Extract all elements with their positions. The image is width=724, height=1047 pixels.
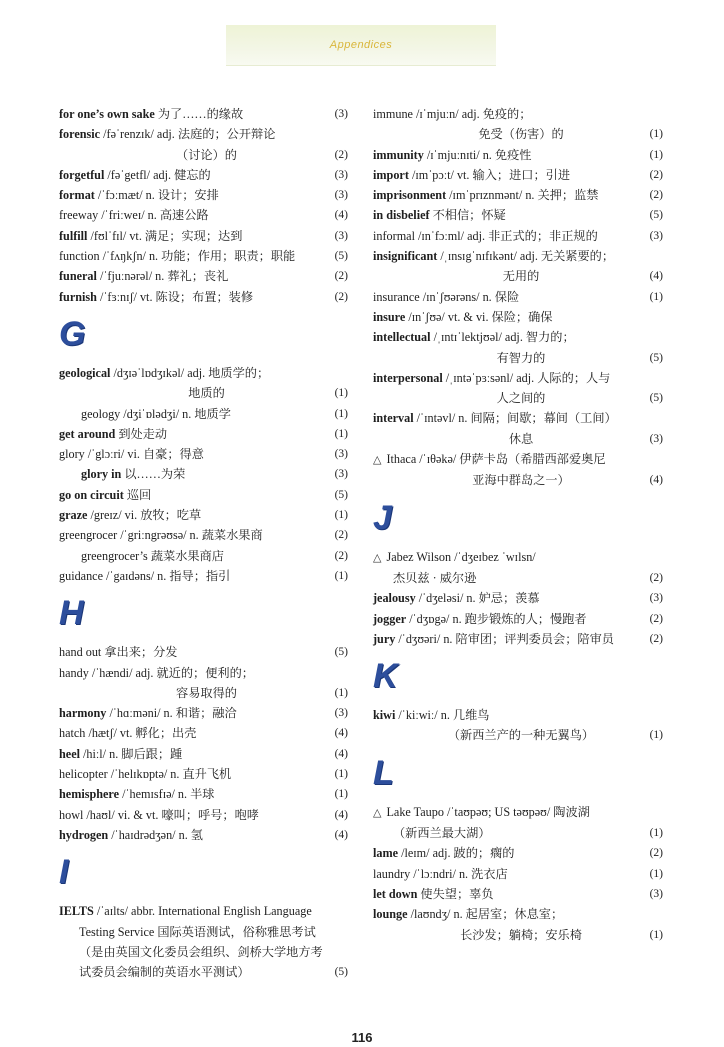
unit-number: (1) — [649, 928, 663, 941]
glossary-entry — [373, 368, 663, 409]
entry-headword: let down — [373, 886, 418, 901]
unit-number: (3) — [334, 108, 348, 120]
entry-headword: for one’s own sake — [59, 107, 155, 121]
glossary-entry — [373, 226, 663, 246]
entry-definition: /ˌɪntəˈpɜːsənl/ adj. 人际的；人与 — [445, 370, 611, 385]
glossary-entry — [59, 642, 348, 662]
triangle-icon: △ — [373, 550, 382, 564]
unit-number: (3) — [649, 592, 663, 605]
glossary-entry — [373, 327, 663, 368]
unit-number: (1) — [334, 407, 348, 420]
entry-definition: helicopter /ˈhelɪkɒptə/ n. 直升飞机 — [59, 767, 232, 782]
unit-number: (1) — [334, 509, 348, 522]
entry-line — [373, 104, 629, 124]
entry-definition: function /ˈfʌŋkʃn/ n. 功能；作用；职责；职能 — [59, 249, 296, 264]
entry-definition: glory /ˈglɔːri/ vi. 自豪；得意 — [59, 447, 204, 462]
unit-number: (3) — [334, 229, 348, 242]
glossary-entry — [59, 566, 348, 586]
entry-definition: laundry /ˈlɔːndri/ n. 洗衣店 — [373, 866, 508, 881]
unit-number: (2) — [334, 290, 348, 303]
entry-definition: /laʊndʒ/ n. 起居室；休息室； — [410, 907, 564, 922]
triangle-icon: △ — [373, 805, 382, 819]
glossary-entry — [373, 287, 663, 307]
entry-definition: /ˌɪnsɪgˈnɪfɪkənt/ adj. 无关紧要的； — [440, 249, 615, 264]
unit-number: (3) — [334, 168, 348, 181]
glossary-entry — [59, 226, 348, 246]
entry-headword: insure — [373, 309, 406, 324]
glossary-entry — [59, 165, 348, 185]
unit-number: (2) — [649, 632, 663, 645]
unit-number: (2) — [334, 529, 348, 542]
glossary-entry — [373, 307, 663, 327]
unit-number: (5) — [649, 351, 663, 364]
entry-headword: glory in — [81, 467, 122, 482]
entry-definition: insurance /ɪnˈʃʊərəns/ n. 保险 — [373, 289, 520, 304]
unit-number: (1) — [334, 768, 348, 781]
entry-definition: Jabez Wilson /ˈdʒeɪbez ˈwɪlsn/ — [386, 549, 536, 564]
entry-line — [59, 444, 314, 464]
glossary-entry — [373, 705, 663, 746]
entry-definition: /fəˈgetfl/ adj. 健忘的 — [107, 167, 211, 182]
entry-line — [373, 904, 629, 924]
glossary-entry — [373, 904, 663, 945]
entry-line — [59, 642, 314, 662]
unit-number: (5) — [334, 488, 348, 501]
entry-line — [373, 547, 629, 568]
entry-line — [373, 884, 629, 904]
entry-continuation: 有智力的 — [496, 350, 546, 365]
entry-definition: Lake Taupo /ˈtaʊpəʊ; US təʊpəʊ/ 陶波湖 — [386, 804, 590, 819]
glossary-entry — [373, 145, 663, 165]
entry-definition: /fʊlˈfɪl/ vt. 满足；实现；达到 — [90, 228, 243, 243]
glossary-entry — [373, 629, 663, 649]
entry-line — [59, 287, 314, 307]
glossary-entry — [373, 609, 663, 629]
entry-continuation: 试委员会编制的英语水平测试） — [79, 965, 250, 980]
unit-number: (1) — [649, 148, 663, 161]
entry-headword: interpersonal — [373, 370, 443, 385]
glossary-entry — [373, 205, 663, 225]
entry-definition: 不相信；怀疑 — [432, 208, 506, 223]
unit-number: (1) — [649, 827, 663, 840]
glossary-entry — [373, 588, 663, 608]
entry-line — [81, 404, 314, 424]
section-letter-i: I — [59, 853, 69, 892]
unit-number: (4) — [334, 828, 348, 841]
glossary-entry — [59, 825, 348, 845]
entry-definition: 为了……的缘故 — [157, 107, 244, 121]
entry-line — [373, 629, 629, 649]
entry-headword: jealousy — [373, 591, 416, 606]
unit-number: (2) — [649, 847, 663, 860]
glossary-entry — [59, 287, 348, 307]
entry-headword: jury — [373, 631, 396, 646]
entry-line — [59, 424, 314, 444]
glossary-entry — [59, 703, 348, 723]
unit-number: (1) — [334, 569, 348, 582]
entry-definition: /ˈdʒʊəri/ n. 陪审团；评判委员会；陪审员 — [398, 631, 614, 646]
entry-definition: howl /haʊl/ vi. & vt. 嚎叫；呼号；咆哮 — [59, 807, 259, 822]
glossary-entry — [59, 546, 348, 566]
entry-continuation: （是由英国文化委员会组织、剑桥大学地方考 — [79, 944, 323, 959]
glossary-entry — [373, 864, 663, 884]
triangle-icon: △ — [373, 453, 382, 467]
entry-headword: lame — [373, 846, 399, 861]
entry-continuation: 亚海中群岛之一） — [472, 473, 570, 488]
section-letter-l: L — [373, 753, 394, 792]
entry-line — [373, 408, 629, 428]
entry-definition: /ˈfɔːmæt/ n. 设计；安排 — [97, 188, 219, 203]
entry-line — [59, 566, 314, 586]
entry-headword: furnish — [59, 289, 97, 304]
unit-number: (5) — [649, 209, 663, 222]
glossary-entry — [59, 485, 348, 505]
entry-definition: /ˈkiːwiː/ n. 几维鸟 — [398, 708, 490, 723]
entry-line — [373, 864, 629, 884]
entry-line — [59, 764, 314, 784]
entry-line — [81, 546, 314, 566]
entry-definition: /ˈfɜːnɪʃ/ vt. 陈设；布置；装修 — [99, 289, 254, 304]
entry-definition: hatch /hætʃ/ vt. 孵化；出壳 — [59, 726, 197, 741]
section-letter-h: H — [59, 594, 84, 633]
entry-definition: hand out 拿出来；分发 — [59, 645, 178, 660]
entry-continuation: （新西兰产的一种无翼鸟） — [447, 728, 595, 743]
unit-number: (2) — [334, 549, 348, 562]
entry-line — [59, 226, 314, 246]
entry-continuation: Testing Service 国际英语测试，俗称雅思考试 — [79, 924, 316, 939]
glossary-entry — [59, 104, 348, 124]
entry-line — [59, 485, 314, 505]
entry-definition: /dʒɪəˈlɒdʒɪkəl/ adj. 地质学的； — [113, 365, 270, 380]
header-banner — [226, 25, 496, 66]
entry-definition: /hiːl/ n. 脚后跟；踵 — [83, 746, 183, 761]
unit-number: (1) — [649, 128, 663, 141]
entry-definition: /ɪnˈʃʊə/ vt. & vi. 保险；确保 — [408, 309, 553, 324]
unit-number: (1) — [649, 290, 663, 303]
entry-definition: handy /ˈhændi/ adj. 就近的；便利的； — [59, 665, 254, 680]
unit-number: (3) — [649, 432, 663, 445]
entry-headword: imprisonment — [373, 188, 447, 203]
entry-headword: forensic — [59, 127, 101, 142]
unit-number: (4) — [649, 474, 663, 487]
glossary-column-right — [373, 104, 663, 945]
entry-line — [373, 802, 629, 823]
section-letter-g: G — [59, 314, 86, 353]
entry-line — [59, 744, 314, 764]
unit-number: (3) — [649, 229, 663, 242]
entry-line — [59, 525, 314, 545]
entry-headword: intellectual — [373, 330, 431, 345]
entry-line — [59, 505, 314, 525]
unit-number: (2) — [334, 148, 348, 161]
unit-number: (3) — [334, 448, 348, 461]
entry-line — [373, 449, 629, 470]
entry-definition: /ɪmˈpɔːt/ vt. 输入；进口；引进 — [411, 167, 571, 182]
entry-continuation: 免受（伤害）的 — [478, 127, 564, 142]
glossary-entry — [373, 547, 663, 589]
unit-number: (4) — [334, 808, 348, 821]
entry-continuation: 无用的 — [502, 269, 540, 284]
entry-headword: geological — [59, 365, 111, 380]
entry-definition: informal /ɪnˈfɔːml/ adj. 非正式的；非正规的 — [373, 228, 598, 243]
entry-definition: freeway /ˈfriːweɪ/ n. 高速公路 — [59, 208, 209, 223]
glossary-entry — [59, 723, 348, 743]
glossary-entry — [59, 663, 348, 704]
entry-definition: /ˈdʒeləsi/ n. 妒忌；羡慕 — [418, 591, 540, 606]
entry-definition: /ˈhaɪdrədʒən/ n. 氢 — [111, 827, 203, 842]
glossary-entry — [59, 363, 348, 404]
entry-line — [59, 703, 314, 723]
unit-number: (1) — [334, 427, 348, 440]
entry-line — [373, 287, 629, 307]
entry-line — [373, 307, 629, 327]
entry-definition: 以……为荣 — [124, 467, 186, 482]
entry-continuation: 地质的 — [188, 386, 225, 401]
entry-definition: /greɪz/ vi. 放牧；吃草 — [90, 508, 202, 523]
entry-headword: IELTS — [59, 904, 94, 919]
entry-continuation: 人之间的 — [496, 391, 546, 406]
entry-line — [373, 205, 629, 225]
entry-headword: funeral — [59, 269, 97, 284]
entry-headword: get around — [59, 426, 116, 441]
entry-definition: /leɪm/ adj. 跛的；瘸的 — [401, 846, 515, 861]
entry-definition: greengrocer /ˈgriːngrəʊsə/ n. 蔬菜水果商 — [59, 528, 263, 543]
entry-headword: forgetful — [59, 167, 105, 182]
unit-number: (5) — [334, 250, 348, 263]
glossary-entry — [59, 246, 348, 266]
entry-line — [59, 901, 314, 921]
glossary-entry — [373, 185, 663, 205]
entry-line — [59, 165, 314, 185]
entry-definition: /ˈhɑːməni/ n. 和谐；融洽 — [109, 706, 237, 721]
unit-number: (5) — [334, 646, 348, 659]
entry-line — [373, 226, 629, 246]
glossary-entry — [373, 884, 663, 904]
entry-definition: /ˈɪntəvl/ n. 间隔；间歇；幕间（工间） — [416, 411, 617, 426]
entry-line — [373, 246, 629, 266]
entry-definition: /fəˈrenzɪk/ adj. 法庭的；公开辩论 — [103, 127, 276, 142]
entry-headword: format — [59, 188, 95, 203]
unit-number: (4) — [334, 209, 348, 222]
entry-line — [59, 723, 314, 743]
entry-line — [59, 104, 314, 124]
section-letter-j: J — [373, 498, 392, 537]
unit-number: (2) — [334, 270, 348, 283]
entry-headword: kiwi — [373, 708, 396, 723]
section-letter-k: K — [373, 657, 398, 696]
entry-line — [373, 843, 629, 863]
entry-continuation: （讨论）的 — [176, 147, 237, 162]
unit-number: (3) — [334, 468, 348, 481]
entry-headword: immunity — [373, 147, 424, 162]
entry-headword: interval — [373, 411, 414, 426]
unit-number: (2) — [649, 612, 663, 625]
glossary-entry — [59, 505, 348, 525]
entry-line — [373, 609, 629, 629]
glossary-entry — [373, 449, 663, 491]
unit-number: (2) — [649, 189, 663, 202]
entry-line — [373, 327, 629, 347]
entry-headword: insignificant — [373, 249, 438, 264]
glossary-entry — [59, 784, 348, 804]
entry-line — [59, 185, 314, 205]
entry-definition: /ˈhemɪsfɪə/ n. 半球 — [122, 787, 215, 802]
glossary-entry — [59, 764, 348, 784]
entry-line — [59, 805, 314, 825]
entry-headword: hemisphere — [59, 787, 120, 802]
entry-headword: in disbelief — [373, 208, 430, 223]
entry-continuation: 杰贝兹 · 威尔逊 — [393, 570, 477, 585]
glossary-entry — [373, 843, 663, 863]
unit-number: (1) — [649, 867, 663, 880]
entry-definition: greengrocer’s 蔬菜水果商店 — [81, 548, 224, 563]
entry-headword: jogger — [373, 611, 407, 626]
unit-number: (1) — [649, 729, 663, 742]
entry-line — [373, 588, 629, 608]
entry-definition: /ˈfjuːnərəl/ n. 葬礼；丧礼 — [99, 269, 229, 284]
entry-definition: /ɪˈmjuːnɪti/ n. 免疫性 — [426, 147, 532, 162]
entry-continuation: 容易取得的 — [176, 685, 237, 700]
glossary-entry — [59, 444, 348, 464]
entry-line — [59, 246, 314, 266]
unit-number: (2) — [649, 168, 663, 181]
glossary-column-left — [59, 104, 348, 982]
entry-headword: fulfill — [59, 228, 88, 243]
entry-definition: guidance /ˈgaɪdəns/ n. 指导；指引 — [59, 568, 231, 583]
entry-definition: 到处走动 — [118, 426, 168, 441]
glossary-entry — [59, 424, 348, 444]
unit-number: (2) — [649, 571, 663, 584]
entry-headword: lounge — [373, 907, 408, 922]
entry-continuation: 休息 — [508, 431, 534, 446]
unit-number: (1) — [334, 788, 348, 801]
entry-definition: /ˈdʒɒgə/ n. 跑步锻炼的人；慢跑者 — [409, 611, 587, 626]
entry-line — [59, 363, 314, 383]
entry-definition: /ˌɪntɪˈlektjʊəl/ adj. 智力的； — [433, 330, 575, 345]
entry-line — [373, 185, 629, 205]
unit-number: (4) — [649, 270, 663, 283]
unit-number: (3) — [334, 189, 348, 202]
glossary-entry — [59, 124, 348, 165]
entry-definition: 巡回 — [126, 487, 152, 502]
entry-line — [59, 663, 314, 683]
entry-line — [81, 464, 314, 484]
entry-definition: /ˈaɪlts/ abbr. International English Language — [96, 904, 312, 919]
glossary-entry — [373, 104, 663, 145]
entry-definition: immune /ɪˈmjuːn/ adj. 免疫的； — [373, 107, 532, 121]
glossary-entry — [373, 246, 663, 287]
entry-headword: heel — [59, 746, 80, 761]
entry-line — [59, 825, 314, 845]
glossary-entry — [373, 408, 663, 449]
entry-headword: graze — [59, 508, 88, 523]
entry-definition: geology /dʒiˈɒlədʒi/ n. 地质学 — [81, 406, 231, 421]
glossary-entry — [59, 205, 348, 225]
entry-line — [59, 784, 314, 804]
entry-line — [373, 145, 629, 165]
entry-line — [373, 705, 629, 725]
unit-number: (1) — [334, 387, 348, 400]
glossary-entry — [373, 802, 663, 844]
header-title: Appendices — [329, 39, 393, 51]
glossary-entry — [59, 464, 348, 484]
unit-number: (5) — [649, 392, 663, 405]
entry-continuation: 长沙发；躺椅；安乐椅 — [460, 927, 582, 942]
glossary-entry — [59, 404, 348, 424]
entry-headword: import — [373, 167, 409, 182]
page-number: 116 — [351, 1030, 373, 1045]
glossary-entry — [59, 525, 348, 545]
unit-number: (1) — [334, 686, 348, 699]
entry-line — [373, 368, 629, 388]
glossary-entry — [373, 165, 663, 185]
glossary-entry — [59, 185, 348, 205]
entry-line — [59, 124, 314, 144]
entry-definition: /ɪmˈprɪznmənt/ n. 关押；监禁 — [449, 188, 599, 203]
glossary-entry — [59, 266, 348, 286]
unit-number: (3) — [334, 707, 348, 720]
entry-continuation: （新西兰最大湖） — [393, 826, 491, 841]
entry-headword: go on circuit — [59, 487, 124, 502]
glossary-entry — [59, 805, 348, 825]
glossary-entry — [59, 901, 348, 982]
entry-definition: Ithaca /ˈɪθəkə/ 伊萨卡岛（希腊西部爱奥尼 — [386, 452, 606, 467]
unit-number: (4) — [334, 727, 348, 740]
glossary-entry — [59, 744, 348, 764]
unit-number: (5) — [334, 966, 348, 979]
entry-line — [59, 266, 314, 286]
entry-line — [59, 205, 314, 225]
entry-headword: hydrogen — [59, 827, 109, 842]
entry-definition: 使失望；辜负 — [420, 886, 494, 901]
unit-number: (3) — [649, 887, 663, 900]
entry-line — [373, 165, 629, 185]
entry-headword: harmony — [59, 706, 107, 721]
unit-number: (4) — [334, 747, 348, 760]
